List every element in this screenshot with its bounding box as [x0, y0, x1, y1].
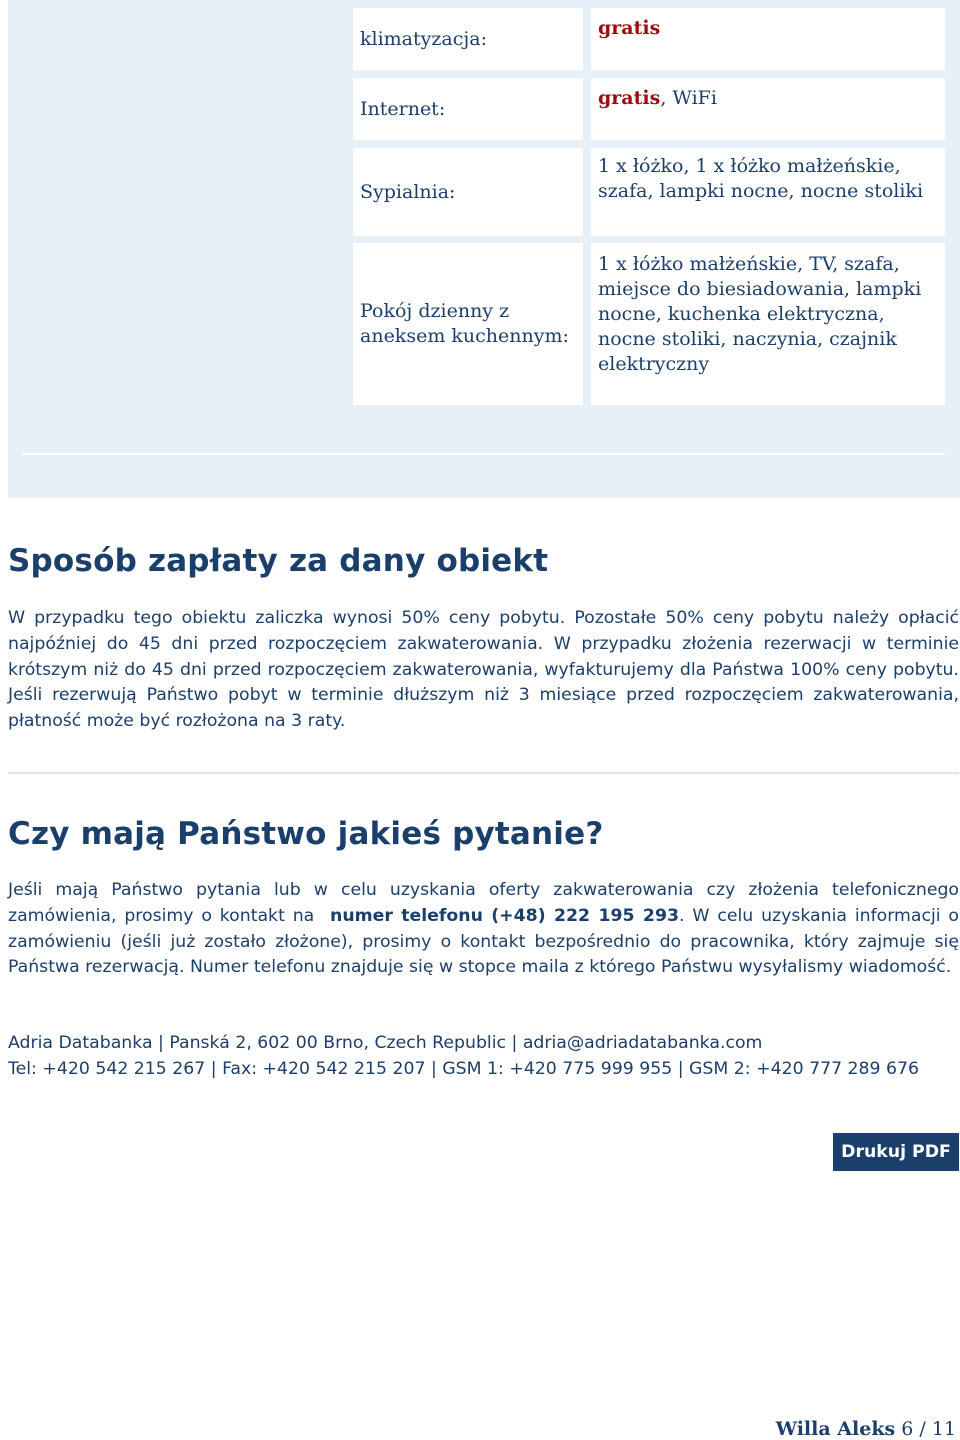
page-number: 6 / 11	[901, 1418, 956, 1440]
questions-text-intro: Jeśli mają Państwo pytania lub w celu uzyskania oferty zakwaterowania czy złożenia telefonicznego zamówienia, prosimy o kontakt na	[8, 880, 959, 926]
amenity-label: Sypialnia:	[353, 148, 583, 236]
footer-brand: Willa Aleks	[775, 1418, 896, 1440]
amenity-label: Pokój dzienny z aneksem kuchennym:	[353, 243, 583, 405]
amenity-row-internet	[353, 78, 945, 140]
amenities-panel	[8, 0, 960, 498]
contact-phones: Tel: +420 542 215 267 | Fax: +420 542 215 207 | GSM 1: +420 775 999 955 | GSM 2: +420 777 289 676	[8, 1059, 920, 1079]
amenity-value-text: , WiFi	[660, 87, 717, 109]
amenity-label: Internet:	[353, 78, 583, 140]
amenity-value	[591, 243, 945, 405]
amenity-value	[591, 8, 945, 70]
amenity-value-highlight: gratis	[598, 17, 661, 39]
amenity-row-air-conditioning	[353, 8, 945, 70]
questions-text-rest: . W celu uzyskania informacji o zamówieniu (jeśli już zostało złożone), prosimy o kontakt bezpośrednio do pracownika, który zajmuje się Państwa rezerwacją. Numer telefonu znajduje się w stopce maila z którego Państwu wysyłalismy wiadomość.	[8, 905, 960, 978]
amenity-value	[591, 148, 945, 236]
amenity-row-bedroom	[353, 148, 945, 236]
amenity-value	[591, 78, 945, 140]
amenity-row-living-room	[353, 243, 945, 405]
amenity-value-highlight: gratis	[598, 87, 661, 109]
questions-text	[8, 878, 959, 981]
contact-address: Adria Databanka | Panská 2, 602 00 Brno, Czech Republic | adria@adriadatabanka.com	[8, 1033, 763, 1053]
phone-number: numer telefonu (+48) 222 195 293	[330, 905, 679, 926]
questions-heading: Czy mają Państwo jakieś pytanie?	[8, 816, 604, 852]
section-divider	[8, 772, 959, 774]
payment-heading: Sposób zapłaty za dany obiekt	[8, 543, 549, 579]
print-pdf-button[interactable]: Drukuj PDF	[833, 1133, 959, 1171]
panel-divider	[22, 453, 945, 455]
page-footer	[776, 1418, 956, 1440]
amenity-value-text: 1 x łóżko małżeńskie, TV, szafa, miejsce do biesiadowania, lampki nocne, kuchenka elektryczna, nocne stoliki, naczynia, czajnik elektryczny	[598, 253, 922, 375]
amenity-label: klimatyzacja:	[353, 8, 583, 70]
payment-text: W przypadku tego obiektu zaliczka wynosi 50% ceny pobytu. Pozostałe 50% ceny pobytu należy opłacić najpóźniej do 45 dni przed rozpoczęciem zakwaterowania. W przypadku złożenia rezerwacji w terminie krótszym niż do 45 dni przed rozpoczęciem zakwaterowania, wyfakturujemy dla Państwa 100% ceny pobytu. Jeśli rezerwują Państwo pobyt w terminie dłuższym niż 3 miesiące przed rozpoczęciem zakwaterowania, płatność może być rozłożona na 3 raty.	[8, 608, 959, 732]
amenity-value-text: 1 x łóżko, 1 x łóżko małżeńskie, szafa, lampki nocne, nocne stoliki	[598, 155, 924, 202]
